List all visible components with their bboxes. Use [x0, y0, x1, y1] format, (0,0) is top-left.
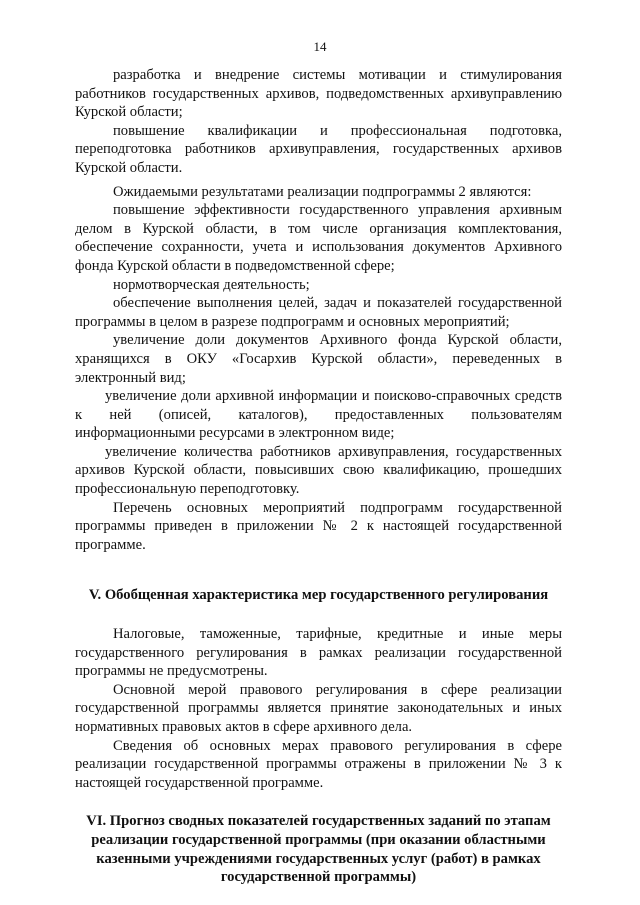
paragraph-expected-results: Ожидаемыми результатами реализации подпрограммы 2 являются: [113, 183, 532, 200]
paragraph-digital-share: увеличение доли документов Архивного фонда Курской области, хранящихся в ОКУ «Госархив Курской области», переведенных в электронный вид; [75, 332, 562, 386]
paragraph-motivation: разработка и внедрение системы мотивации и стимулирования работников государственных архивов, подведомственных архивуправлению Курской области; [75, 67, 562, 121]
paragraph-activities-list: Перечень основных мероприятий подпрограмм государственной программы приведен в приложении № 2 к настоящей государственной программе. [75, 499, 562, 553]
section-5-paragraph-3: Сведения об основных мерах правового регулирования в сфере реализации государственной программы отражены в приложении № 3 к настоящей государственной программе. [75, 737, 562, 791]
paragraph-efficiency: повышение эффективности государственного управления архивным делом в Курской области, в том числе организация комплектования, обеспечение сохранности, учета и использования документов Архивного фонда Курской области в подведомственной сфере; [75, 202, 562, 274]
section-5-paragraph-1: Налоговые, таможенные, тарифные, кредитные и иные меры государственного регулирования в рамках реализации государственной программы не предусмотрены. [75, 626, 562, 680]
paragraph-normative: нормотворческая деятельность; [113, 276, 310, 293]
paragraph-archival-info: увеличение доли архивной информации и поисково-справочных средств к ней (описей, каталогов), предоставленных пользователям информационными ресурсами в электронном виде; [75, 388, 562, 442]
paragraph-staff: увеличение количества работников архивуправления, государственных архивов Курской области, повысивших свою квалификацию, прошедших профессиональную переподготовку. [75, 443, 562, 498]
section-5-heading: V. Обобщенная характеристика мер государственного регулирования [88, 587, 549, 604]
page-number: 14 [313, 39, 327, 54]
paragraph-goals: обеспечение выполнения целей, задач и показателей государственной программы в целом в разрезе подпрограмм и основных мероприятий; [75, 295, 562, 330]
section-5-paragraph-2: Основной мерой правового регулирования в сфере реализации государственной программы является принятие законодательных и иных нормативных правовых актов в сфере архивного дела. [75, 681, 562, 735]
section-6-heading: VI. Прогноз сводных показателей государственных заданий по этапам реализации государственной программы (при оказании областными казенными учреждениями государственных услуг (работ) в рамках государственной программы) [86, 813, 551, 886]
document-body [75, 66, 562, 887]
paragraph-qualification: повышение квалификации и профессиональная подготовка, переподготовка работников архивуправления, государственных архивов Курской области. [75, 122, 562, 176]
